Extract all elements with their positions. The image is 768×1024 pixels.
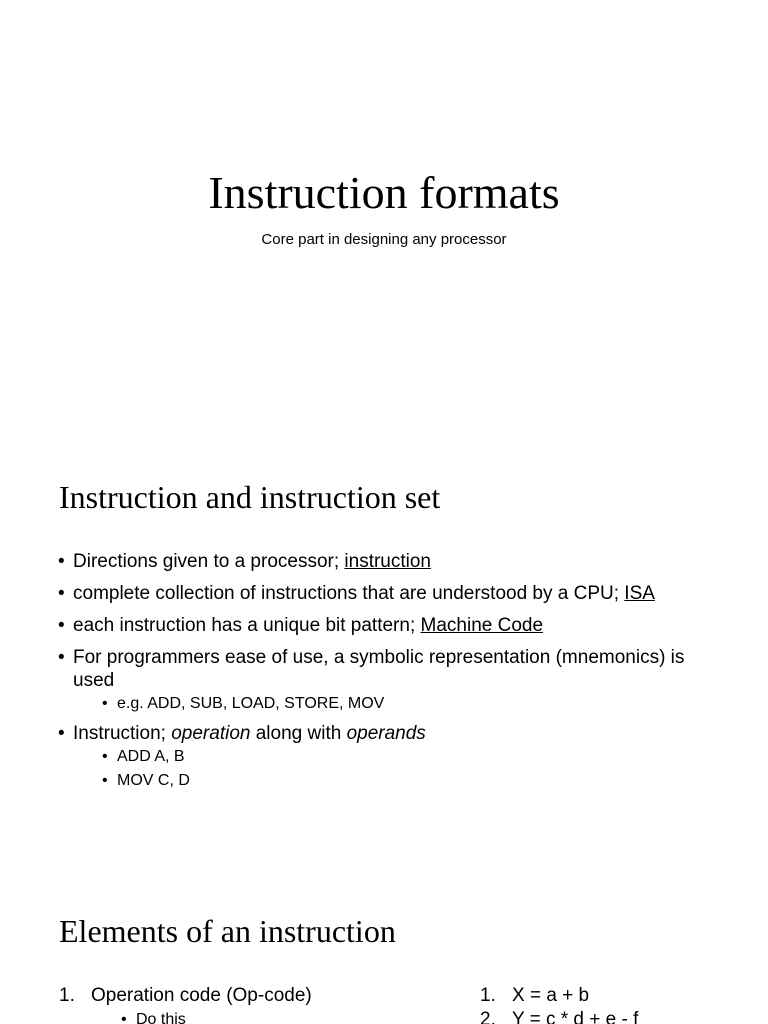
sub-bullet-list (91, 1008, 419, 1024)
bullet-item (58, 646, 718, 716)
bullet-item (58, 722, 718, 793)
item-text: Operation code (Op-code) (91, 985, 312, 1006)
bullet-text: Instruction; (73, 723, 172, 744)
sub-bullet-item: • ADD A, B (102, 745, 718, 769)
bullet-item (58, 550, 718, 573)
slide-title: Instruction formats (208, 167, 560, 218)
item-number: 1. (480, 985, 496, 1006)
numbered-list-right (480, 984, 740, 1024)
sub-bullet-item: • MOV C, D (102, 769, 718, 793)
numbered-item (480, 984, 740, 1008)
slide-elements-of-instruction (0, 864, 768, 1024)
item-text: Y = c * d + e - f (512, 1009, 639, 1024)
slide-heading: Elements of an instruction (59, 913, 396, 949)
bullet-text: Directions given to a processor; (73, 551, 345, 572)
bullet-item (58, 582, 718, 605)
item-number: 2. (480, 1009, 496, 1024)
numbered-item (480, 1008, 740, 1024)
item-number: 1. (59, 985, 75, 1006)
sub-bullet-item: • Do this (121, 1008, 419, 1024)
bullet-text: each instruction has a unique bit pattern; (73, 615, 421, 636)
numbered-list-left (59, 984, 419, 1024)
emphasis-text: operation (171, 723, 251, 744)
term-link[interactable]: ISA (624, 583, 655, 604)
term-link[interactable]: instruction (344, 551, 432, 572)
sub-bullet-list (73, 745, 718, 793)
slide-subtitle: Core part in designing any processor (261, 231, 507, 248)
slide-title-page (0, 0, 768, 432)
slide-heading: Instruction and instruction set (59, 479, 441, 515)
bullet-list (58, 550, 718, 802)
slide-instruction-set (0, 432, 768, 864)
item-text: X = a + b (512, 985, 590, 1006)
sub-bullet-list (73, 692, 718, 716)
bullet-text: complete collection of instructions that are understood by a CPU; (73, 583, 625, 604)
sub-bullet-item: • e.g. ADD, SUB, LOAD, STORE, MOV (102, 692, 718, 716)
numbered-item (59, 984, 419, 1024)
term-link[interactable]: Machine Code (420, 615, 544, 636)
bullet-text: For programmers ease of use, a symbolic representation (mnemonics) is used (73, 647, 685, 691)
bullet-text: along with (250, 723, 347, 744)
emphasis-text: operands (346, 723, 426, 744)
bullet-item (58, 614, 718, 637)
